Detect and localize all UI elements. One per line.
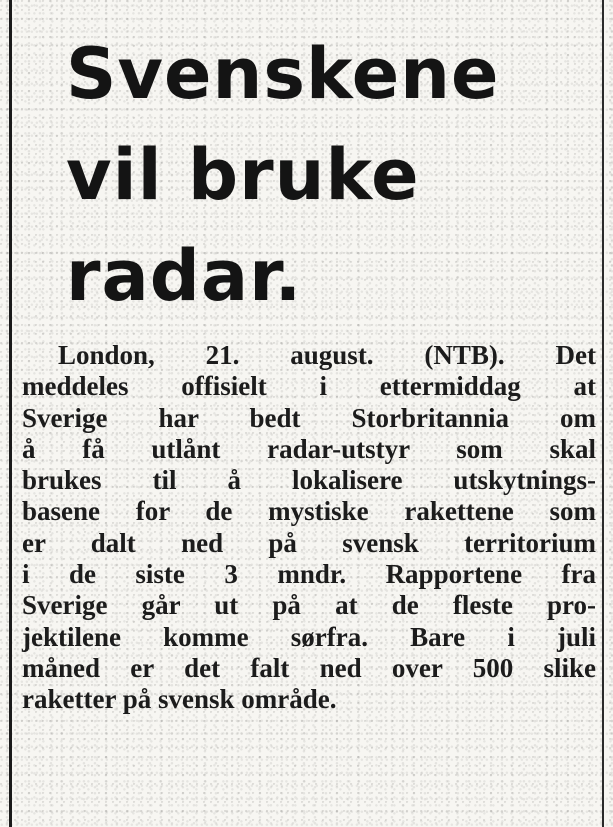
- body-line-12: raketter på svensk område.: [22, 684, 337, 715]
- body-line-8: i de siste 3 mndr. Rapportene fra: [22, 559, 596, 590]
- headline: [66, 24, 546, 327]
- headline-line-2: vil bruke: [66, 134, 420, 216]
- body-line-6: basene for de mystiske rakettene som: [22, 496, 596, 527]
- body-line-4: å få utlånt radar-utstyr som skal: [22, 433, 596, 464]
- headline-line-1: Svenskene: [66, 33, 500, 115]
- body-line-5: brukes til å lokalisere utskytnings-: [22, 465, 596, 496]
- body-line-11: måned er det falt ned over 500 slike: [22, 652, 596, 683]
- body-line-10: jektilene komme sørfra. Bare i juli: [22, 621, 596, 652]
- body-line-9: Sverige går ut på at de fleste pro-: [22, 590, 596, 621]
- body-line-2: meddeles offisielt i ettermiddag at: [22, 371, 596, 402]
- headline-line-3: radar.: [66, 235, 303, 317]
- body-line-7: er dalt ned på svensk territorium: [22, 527, 596, 558]
- body-line-1: London, 21. august. (NTB). Det: [58, 340, 596, 370]
- column-rule-left: [9, 0, 12, 827]
- column-rule-right: [602, 0, 604, 827]
- body-line-3: Sverige har bedt Storbritannia om: [22, 402, 596, 433]
- article-body: [22, 340, 596, 716]
